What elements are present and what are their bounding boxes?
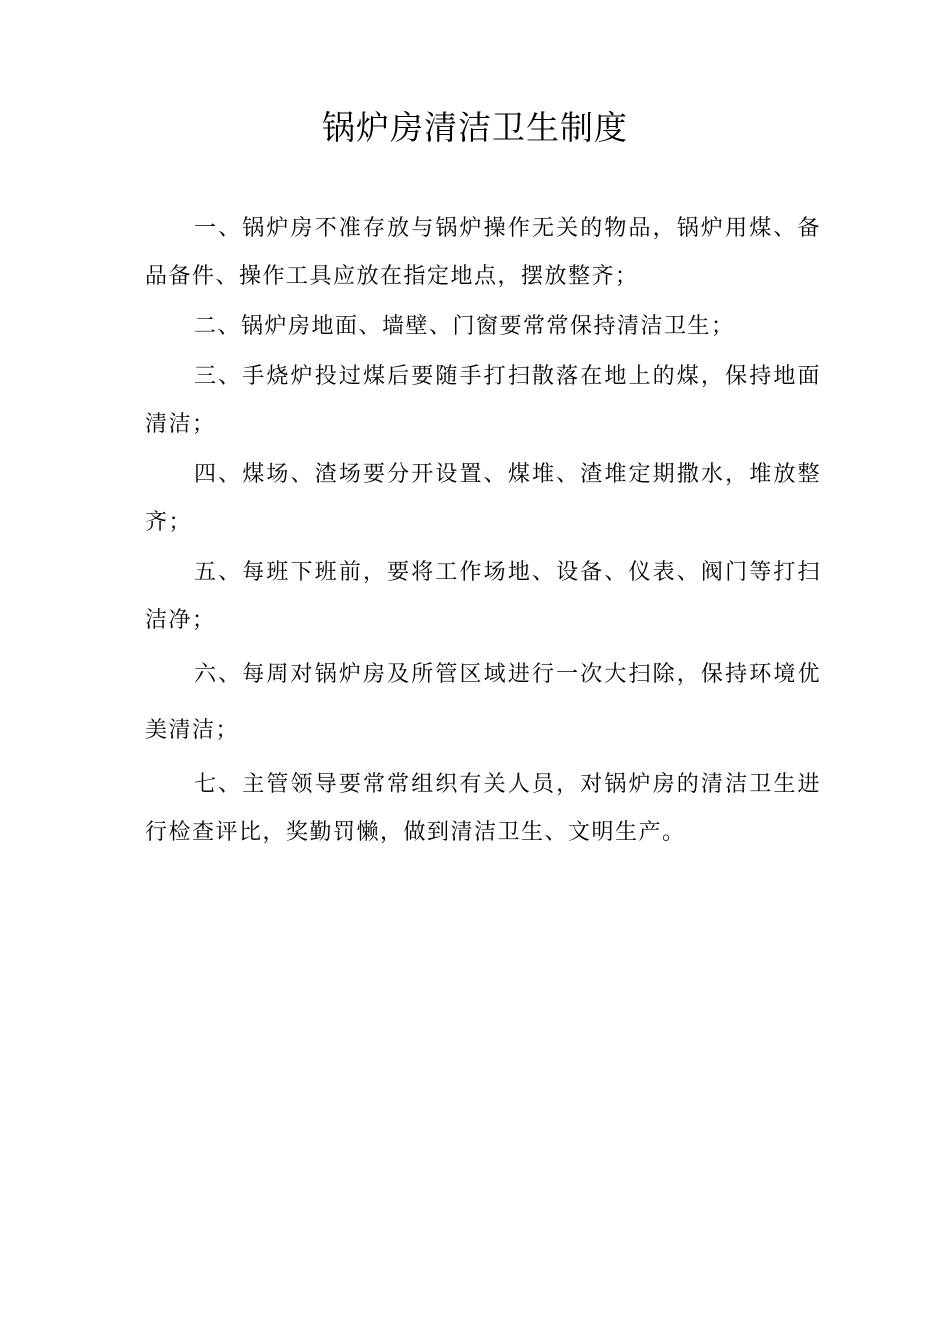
paragraph-1: 一、锅炉房不准存放与锅炉操作无关的物品，锅炉用煤、备品备件、操作工具应放在指定地点，摆放整齐； (145, 216, 821, 289)
paragraph-4: 四、煤场、渣场要分开设置、煤堆、渣堆定期撒水，堆放整齐； (145, 462, 821, 535)
paragraph-7: 七、主管领导要常常组织有关人员，对锅炉房的清洁卫生进行检查评比，奖勤罚懒，做到清洁卫生、文明生产。 (145, 772, 821, 845)
paragraph-5: 五、每班下班前，要将工作场地、设备、仪表、阀门等打扫洁净； (145, 560, 821, 633)
document-title: 锅炉房清洁卫生制度 (322, 108, 628, 147)
paragraph-3: 三、手烧炉投过煤后要随手打扫散落在地上的煤，保持地面清洁； (145, 364, 821, 437)
paragraph-6: 六、每周对锅炉房及所管区域进行一次大扫除，保持环境优美清洁； (145, 662, 821, 743)
document-body (145, 205, 821, 859)
paragraph-2: 二、锅炉房地面、墙壁、门窗要常常保持清洁卫生； (194, 314, 735, 339)
